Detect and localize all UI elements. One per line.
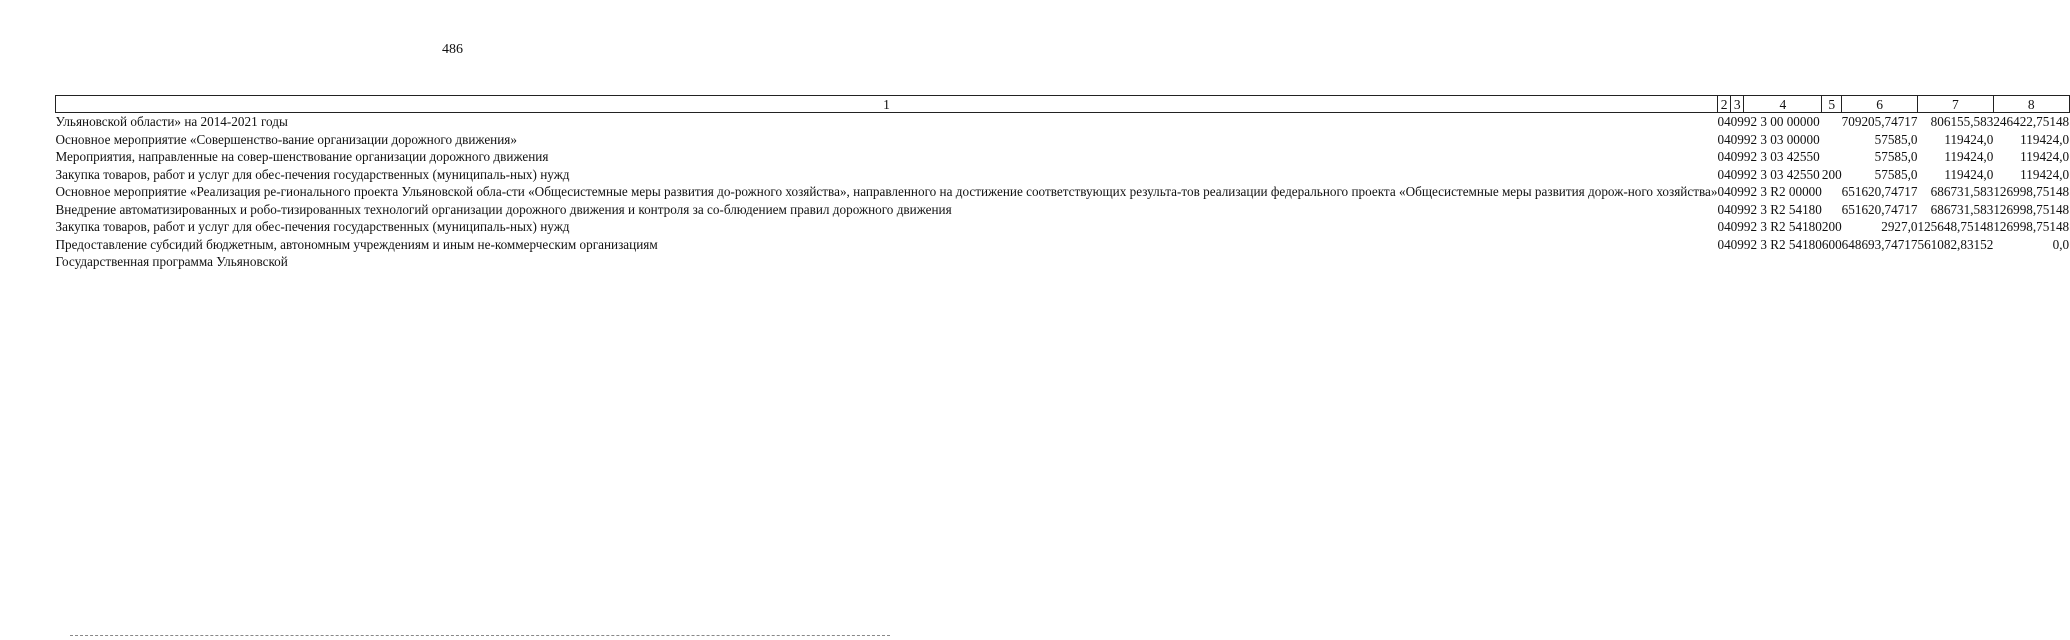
target-article-code: 92 3 03 00000 <box>1743 131 1820 147</box>
amount-column-6: 709205,74717 <box>1841 114 1918 129</box>
amount-column-8 <box>1993 253 2069 271</box>
table-row <box>56 201 2070 219</box>
section-code: 04 <box>1717 201 1731 217</box>
footer-rule <box>70 635 890 636</box>
column-header: 3 <box>1731 96 1744 113</box>
amount-column-8: 126998,75148 <box>1993 184 2070 199</box>
amount-column-6: 57585,0 <box>1874 131 1918 147</box>
subsection-code: 09 <box>1730 131 1744 147</box>
amount-column-8: 119424,0 <box>2020 166 2070 182</box>
row-description: Основное мероприятие «Реализация ре-гионального проекта Ульяновской обла-сти «Общесистемные меры развития до-рожного хозяйства», направленного на достижение соответствующих результа-тов реализации федерального проекта «Общесистемные меры развития дорож-ного хозяйства» <box>55 184 1718 199</box>
amount-column-6 <box>1842 253 1918 271</box>
column-header: 2 <box>1717 96 1730 113</box>
amount-column-6: 651620,74717 <box>1841 184 1918 199</box>
amount-column-7: 125648,75148 <box>1917 219 1994 234</box>
section-code: 04 <box>1717 236 1731 252</box>
amount-column-6: 2927,0 <box>1881 219 1918 234</box>
amount-column-8: 126998,75148 <box>1993 201 2070 217</box>
amount-column-8: 119424,0 <box>2020 149 2070 164</box>
table-row <box>56 166 2070 184</box>
target-article-code: 92 3 00 00000 <box>1743 114 1820 129</box>
column-header: 5 <box>1822 96 1842 113</box>
amount-column-7: 561082,83152 <box>1917 236 1994 252</box>
row-description: Закупка товаров, работ и услуг для обес-печения государственных (муниципаль-ных) нужд <box>55 219 570 234</box>
subsection-code <box>1731 253 1744 271</box>
table-row <box>56 183 2070 201</box>
subsection-code: 09 <box>1730 166 1744 182</box>
column-header: 8 <box>1993 96 2069 113</box>
amount-column-6: 57585,0 <box>1874 149 1918 164</box>
amount-column-8: 246422,75148 <box>1993 114 2070 129</box>
section-code: 04 <box>1717 166 1731 182</box>
amount-column-6: 57585,0 <box>1874 166 1918 182</box>
amount-column-8: 119424,0 <box>2020 131 2070 147</box>
target-article-code: 92 3 R2 54180 <box>1743 219 1822 234</box>
amount-column-7: 686731,583 <box>1930 184 1994 199</box>
column-header: 6 <box>1842 96 1918 113</box>
column-header: 7 <box>1917 96 1993 113</box>
section-code: 04 <box>1717 131 1731 147</box>
row-description: Мероприятия, направленные на совер-шенствование организации дорожного движения <box>55 149 549 164</box>
expense-type-code <box>1822 131 1842 149</box>
expense-type-code: 200 <box>1821 166 1842 182</box>
section-code: 04 <box>1717 184 1731 199</box>
expense-type-code <box>1822 253 1842 271</box>
target-article-code: 92 3 R2 00000 <box>1743 184 1822 199</box>
table-body <box>56 113 2070 271</box>
target-article-code: 92 3 R2 54180 <box>1743 236 1822 252</box>
table-row <box>56 236 2070 254</box>
target-article-code: 92 3 03 42550 <box>1743 149 1820 164</box>
subsection-code: 09 <box>1730 184 1744 199</box>
amount-column-7: 119424,0 <box>1944 166 1994 182</box>
amount-column-7: 806155,583 <box>1930 114 1994 129</box>
row-description: Внедрение автоматизированных и робо-тизированных технологий организации дорожного движения и контроля за со-блюдением правил дорожного движения <box>55 201 952 217</box>
row-description: Предоставление субсидий бюджетным, автономным учреждениям и иным не-коммерческим организациям <box>55 236 658 252</box>
expense-type-code <box>1822 201 1842 219</box>
budget-table <box>55 95 2070 271</box>
table-row <box>56 131 2070 149</box>
expense-type-code <box>1822 113 1842 131</box>
section-code: 04 <box>1717 149 1731 164</box>
column-header: 1 <box>56 96 1718 113</box>
amount-column-8: 126998,75148 <box>1993 219 2070 234</box>
table-row <box>56 253 2070 271</box>
amount-column-6: 648693,74717 <box>1841 236 1918 252</box>
amount-column-7 <box>1917 253 1993 271</box>
table-row <box>56 113 2070 131</box>
subsection-code: 09 <box>1730 236 1744 252</box>
amount-column-7: 119424,0 <box>1944 149 1994 164</box>
amount-column-7: 119424,0 <box>1944 131 1994 147</box>
target-article-code: 92 3 03 42550 <box>1743 166 1820 182</box>
page-number: 486 <box>442 42 463 57</box>
header-row <box>56 96 2070 113</box>
column-header: 4 <box>1744 96 1822 113</box>
amount-column-8: 0,0 <box>2052 236 2070 252</box>
row-description: Закупка товаров, работ и услуг для обес-печения государственных (муниципаль-ных) нужд <box>55 166 570 182</box>
target-article-code: 92 3 R2 54180 <box>1743 201 1822 217</box>
subsection-code: 09 <box>1730 114 1744 129</box>
subsection-code: 09 <box>1730 201 1744 217</box>
amount-column-7: 686731,583 <box>1930 201 1994 217</box>
amount-column-6: 651620,74717 <box>1841 201 1918 217</box>
subsection-code: 09 <box>1730 149 1744 164</box>
expense-type-code: 200 <box>1821 219 1842 234</box>
expense-type-code: 600 <box>1821 236 1842 252</box>
table-row <box>56 218 2070 236</box>
subsection-code: 09 <box>1730 219 1744 234</box>
row-description: Ульяновской области» на 2014-2021 годы <box>55 114 288 129</box>
section-code: 04 <box>1717 114 1731 129</box>
table-row <box>56 148 2070 166</box>
row-description: Государственная программа Ульяновской <box>55 254 288 269</box>
target-article-code <box>1744 253 1822 271</box>
expense-type-code <box>1822 148 1842 166</box>
section-code: 04 <box>1717 219 1731 234</box>
section-code <box>1717 253 1730 271</box>
row-description: Основное мероприятие «Совершенство-вание организации дорожного движения» <box>55 131 517 147</box>
expense-type-code <box>1822 183 1842 201</box>
